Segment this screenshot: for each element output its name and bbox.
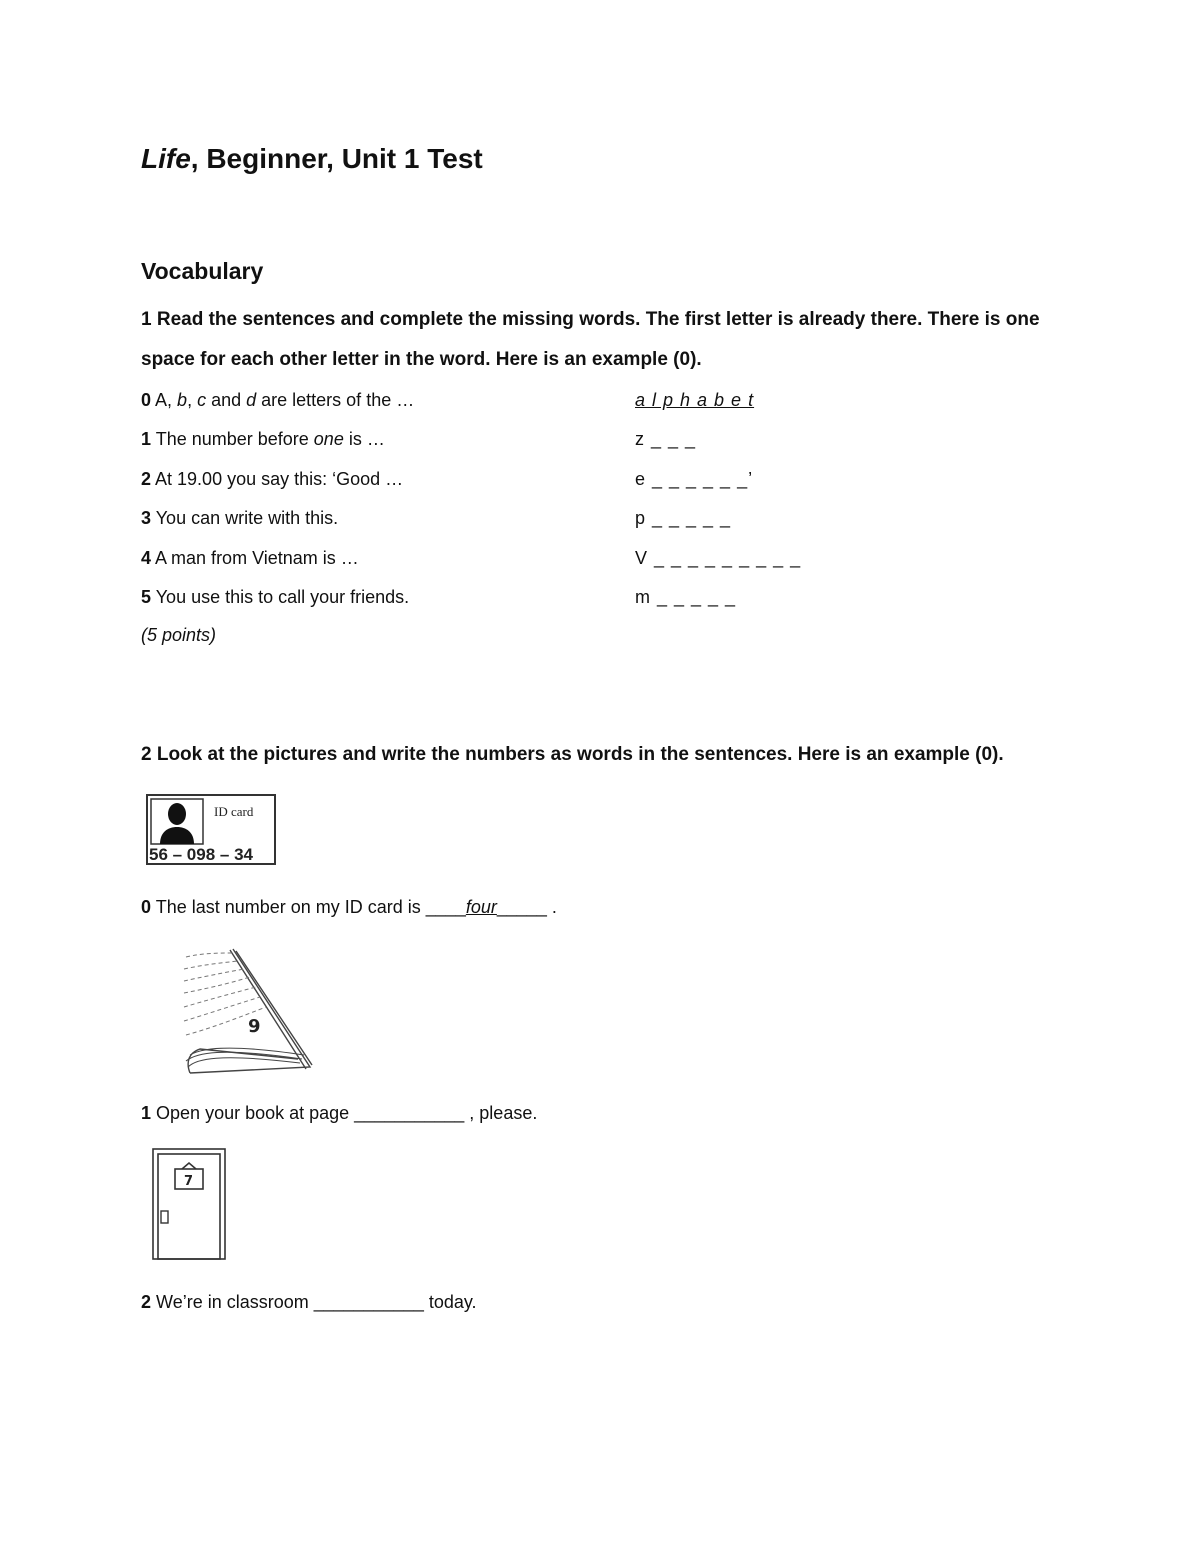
- exercise2-item: [141, 895, 557, 919]
- exercise2-instruction: 2 Look at the pictures and write the numbers as words in the sentences. Here is an example (0).: [141, 744, 1004, 765]
- open-book-picture: [178, 945, 318, 1079]
- example-answer: four: [465, 897, 497, 917]
- item-number: 0: [141, 897, 152, 917]
- answer-blank: e _ _ _ _ _ _’: [635, 469, 754, 489]
- exercise2-item: [141, 1101, 537, 1125]
- item-number: 5: [141, 587, 152, 607]
- item-number: 0: [141, 390, 152, 410]
- answer-blank: V _ _ _ _ _ _ _ _ _: [635, 548, 802, 568]
- item-text: You use this to call your friends.: [155, 587, 410, 607]
- item-text-end: _____ .: [496, 897, 557, 917]
- item-text: We’re in classroom ___________ today.: [156, 1292, 477, 1312]
- door-number: 7: [184, 1174, 194, 1189]
- title-italic: Life: [141, 143, 191, 174]
- item-number: 2: [141, 469, 152, 489]
- id-card-picture: [146, 794, 276, 865]
- answer-blank: z _ _ _: [635, 429, 697, 449]
- exercise1-instruction-line2: space for each other letter in the word. Here is an example (0).: [141, 349, 702, 370]
- item-text: You can write with this.: [155, 508, 339, 528]
- exercise1-item: [141, 506, 338, 530]
- id-card-number: 56 – 098 – 34: [149, 845, 253, 864]
- exercise1-item: [141, 388, 414, 412]
- exercise2-item: [141, 1290, 477, 1314]
- item-number: 3: [141, 508, 152, 528]
- section-heading: Vocabulary: [141, 258, 264, 284]
- exercise1-item: [141, 427, 385, 451]
- example-answer: a l p h a b e t: [635, 390, 755, 410]
- exercise1-item: [141, 546, 359, 570]
- item-number: 1: [141, 1103, 152, 1123]
- item-text: At 19.00 you say this: ‘Good …: [155, 469, 404, 489]
- item-number: 4: [141, 548, 152, 568]
- title-rest: , Beginner, Unit 1 Test: [190, 143, 483, 174]
- item-text: Open your book at page ___________ , please.: [156, 1103, 538, 1123]
- item-text: The last number on my ID card is ____: [155, 897, 466, 917]
- exercise1-instruction-line1: 1 Read the sentences and complete the missing words. The first letter is already there. There is one: [141, 309, 1040, 330]
- item-number: 1: [141, 429, 152, 449]
- page-title: [141, 143, 483, 175]
- item-number: 2: [141, 1292, 152, 1312]
- item-text: A man from Vietnam is …: [155, 548, 359, 568]
- exercise1-item: [141, 467, 403, 491]
- classroom-door-picture: [151, 1147, 227, 1260]
- points-note: (5 points): [141, 625, 217, 645]
- exercise1-item: [141, 585, 409, 609]
- answer-blank: p _ _ _ _ _: [635, 508, 732, 528]
- item-text: The number before one is …: [155, 429, 385, 449]
- item-text: A, b, c and d are letters of the …: [155, 390, 415, 410]
- answer-blank: m _ _ _ _ _: [635, 587, 737, 607]
- page-number: 9: [248, 1016, 261, 1037]
- id-card-label: ID card: [214, 804, 254, 819]
